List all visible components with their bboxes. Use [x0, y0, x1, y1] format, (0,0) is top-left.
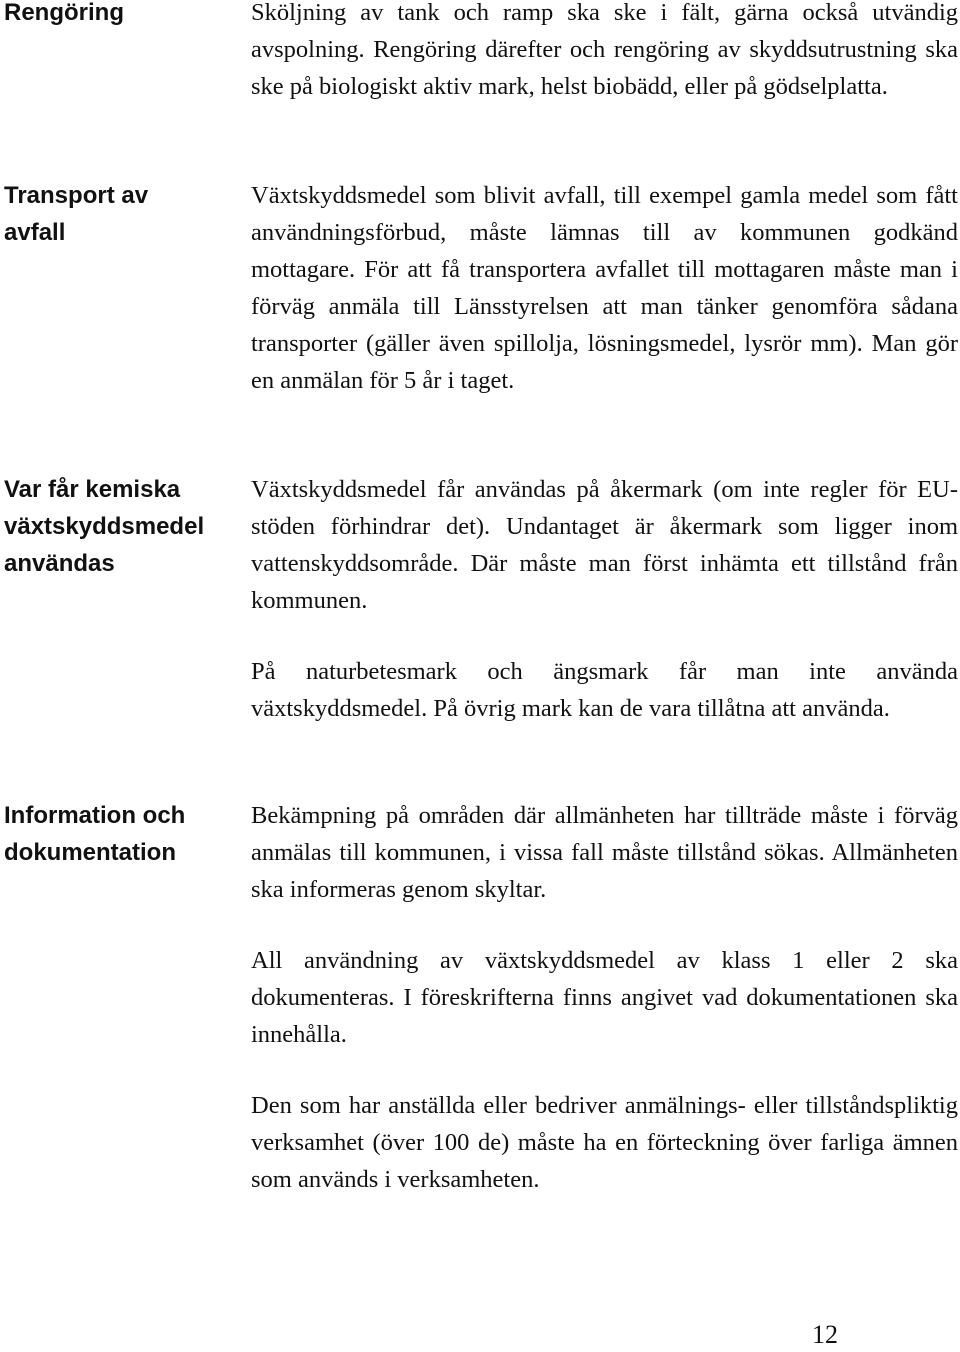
section-heading-line: Transport av: [4, 182, 149, 209]
section-body: [251, 471, 958, 727]
section-body: [251, 177, 958, 399]
section-heading: [4, 0, 244, 31]
section-heading-line: användas: [4, 550, 115, 577]
paragraph: All användning av växtskyddsmedel av klass 1 eller 2 ska dokumenteras. I föreskrifterna finns angivet vad dokumentationen ska innehålla.: [251, 947, 958, 1048]
section-heading-line: avfall: [4, 219, 66, 246]
page-number: 12: [812, 1320, 838, 1349]
section-body: [251, 797, 958, 1198]
section-heading: [4, 471, 244, 582]
section-heading-line: dokumentation: [4, 839, 176, 866]
paragraph: På naturbetesmark och ängsmark får man inte använda växtskyddsmedel. På övrig mark kan de vara tillåtna att använda.: [251, 658, 958, 722]
paragraph: Sköljning av tank och ramp ska ske i fält, gärna också utvändig avspolning. Rengöring därefter och rengöring av skyddsutrustning ska ske på biologiskt aktiv mark, helst biobädd, eller på gödselplatta.: [251, 0, 958, 100]
paragraph: Växtskyddsmedel får användas på åkermark (om inte regler för EU-stöden förhindrar det). Undantaget är åkermark som ligger inom vattenskyddsområde. Där måste man först inhämta ett tillstånd från kommunen.: [251, 476, 958, 614]
paragraph: Växtskyddsmedel som blivit avfall, till exempel gamla medel som fått användningsförbud, måste lämnas till av kommunen godkänd mottagare. För att få transportera avfallet till mottagaren måste man i förväg anmäla till Länsstyrelsen att man tänker genomföra sådana transporter (gäller även spillolja, lösningsmedel, lysrör mm). Man gör en anmälan för 5 år i taget.: [251, 182, 958, 394]
section-heading: [4, 797, 244, 871]
paragraph: Den som har anställda eller bedriver anmälnings- eller tillståndspliktig verksamhet (över 100 de) måste ha en förteckning över farliga ämnen som används i verksamheten.: [251, 1092, 958, 1193]
section-heading-line: växtskyddsmedel: [4, 513, 205, 540]
section-body: [251, 0, 958, 105]
section-heading-line: Rengöring: [4, 0, 124, 26]
section-heading: [4, 177, 244, 251]
section-heading-line: Information och: [4, 802, 186, 829]
section-heading-line: Var får kemiska: [4, 476, 181, 503]
paragraph: Bekämpning på områden där allmänheten har tillträde måste i förväg anmälas till kommunen, i vissa fall måste tillstånd sökas. Allmänheten ska informeras genom skyltar.: [251, 802, 958, 903]
